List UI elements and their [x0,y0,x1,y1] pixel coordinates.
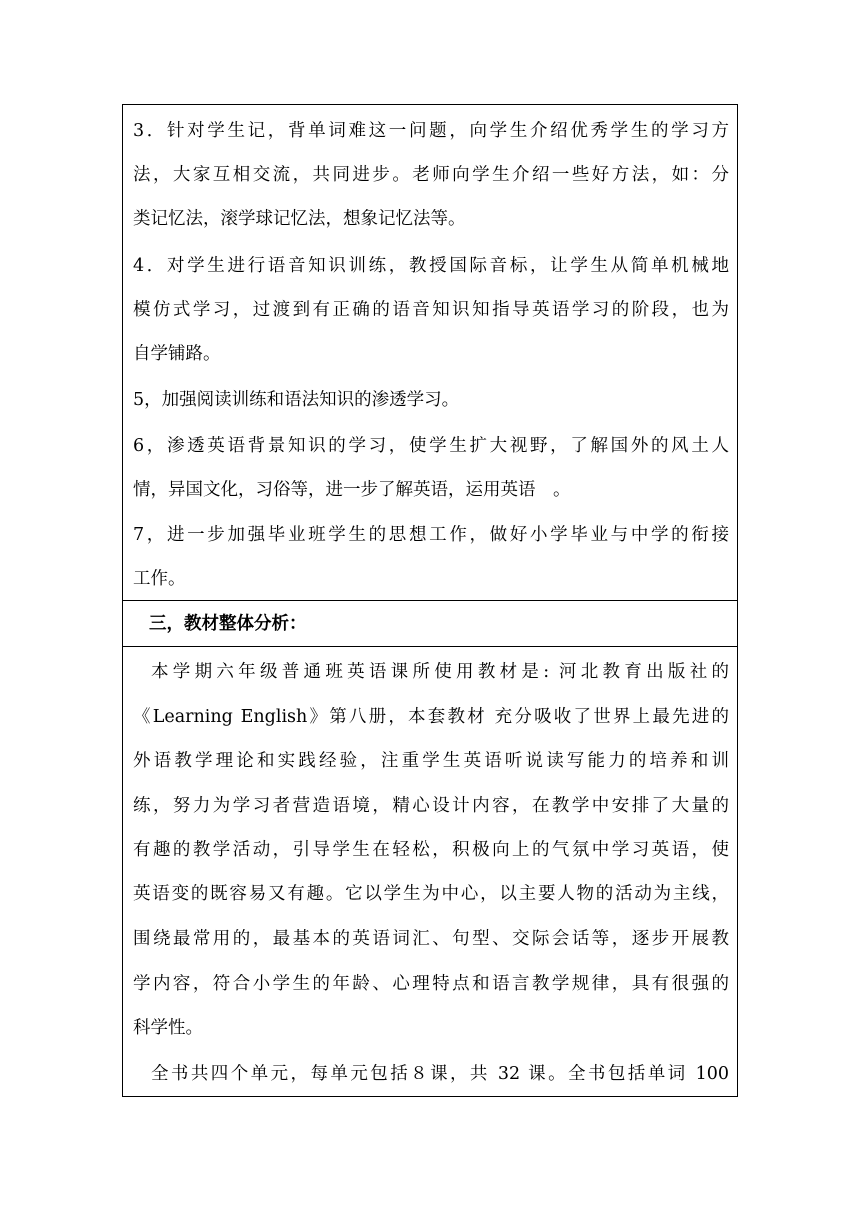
paragraph-line: 有趣的教学活动，引导学生在轻松，积极向上的气氛中学习英语，使 [133,840,729,860]
measure-line: 6，渗透英语背景知识的学习，使学生扩大视野，了解国外的风土人 [133,436,729,456]
paragraph-line: 学内容，符合小学生的年龄、心理特点和语言教学规律，具有很强的 [133,974,729,994]
textbook-analysis-cell [123,647,737,1097]
measure-line: 7，进一步加强毕业班学生的思想工作，做好小学毕业与中学的衔接 [133,525,729,545]
measure-line: 3．针对学生记，背单词难这一问题，向学生介绍优秀学生的学习方 [133,121,729,141]
paragraph-line: 全书共四个单元，每单元包括８课，共 32 课。全书包括单词 100 [151,1064,729,1084]
paragraph-line: 本学期六年级普通班英语课所使用教材是: 河北教育出版社的 [151,662,729,682]
measure-line: 法，大家互相交流，共同进步。老师向学生介绍一些好方法，如：分 [133,165,729,185]
measure-line: 自学铺路。 [133,344,221,364]
paragraph-line: 外语教学理论和实践经验，注重学生英语听说读写能力的培养和训 [133,751,729,771]
paragraph-line: 围绕最常用的，最基本的英语词汇、句型、交际会话等，逐步开展教 [133,929,729,949]
document-table [122,104,738,1097]
section-heading: 三，教材整体分析： [149,614,307,634]
measure-line: 类记忆法，滚学球记忆法，想象记忆法等。 [133,209,466,229]
measure-line: 情，异国文化，习俗等，进一步了解英语，运用英语 。 [133,480,571,500]
teaching-measures-cell [123,105,737,601]
paragraph-line: 科学性。 [133,1018,203,1038]
paragraph-line: 练，努力为学习者营造语境，精心设计内容，在教学中安排了大量的 [133,796,729,816]
paragraph-line: 《Learning English》第八册，本套教材 充分吸收了世界上最先进的 [133,707,729,727]
measure-line: 工作。 [133,569,186,589]
paragraph-line: 英语变的既容易又有趣。它以学生为中心，以主要人物的活动为主线， [133,884,729,904]
measure-line: 模仿式学习，过渡到有正确的语音知识知指导英语学习的阶段，也为 [133,300,729,320]
measure-line: 5，加强阅读训练和语法知识的渗透学习。 [133,390,460,410]
section-heading-cell [123,601,737,647]
measure-line: 4．对学生进行语音知识训练，教授国际音标，让学生从简单机械地 [133,256,729,276]
